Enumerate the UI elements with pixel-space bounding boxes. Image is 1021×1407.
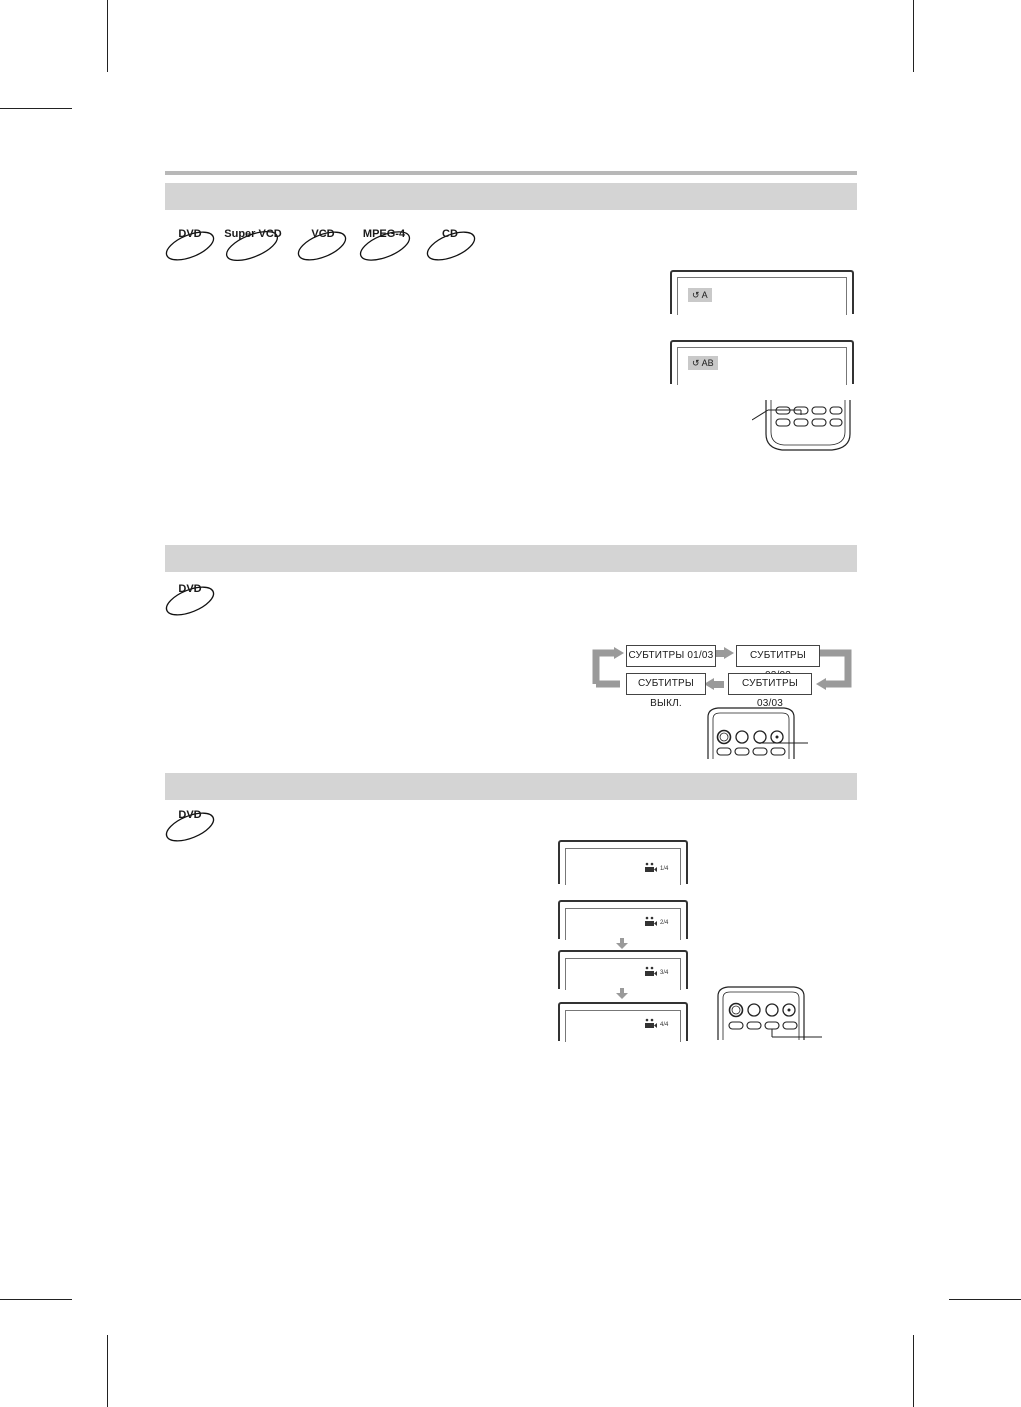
remote-control-illustration <box>700 705 810 761</box>
subtitle-option: СУБТИТРЫ 01/03 <box>626 645 716 667</box>
disc-badge-label: DVD <box>178 809 202 821</box>
crop-mark <box>107 1335 108 1407</box>
crop-mark <box>949 1299 1021 1300</box>
crop-mark <box>107 0 108 72</box>
remote-control-illustration <box>752 398 857 456</box>
section-header-band <box>165 773 857 800</box>
tv-screen-illustration <box>558 950 688 989</box>
disc-badge-label: CD <box>442 228 458 240</box>
angle-indicator: 1/4 <box>660 866 669 872</box>
repeat-icon: ↺ <box>692 358 700 368</box>
remote-control-illustration <box>712 984 824 1042</box>
down-arrow-icon <box>615 988 629 1000</box>
subtitle-option: СУБТИТРЫ ВЫКЛ. <box>626 673 706 695</box>
disc-badge-label: DVD <box>178 583 202 595</box>
camera-angle-icon <box>644 1018 658 1032</box>
camera-angle-icon <box>644 916 658 930</box>
crop-mark <box>913 1335 914 1407</box>
down-arrow-icon <box>615 938 629 950</box>
tv-screen-illustration <box>558 840 688 884</box>
crop-mark <box>913 0 914 72</box>
crop-mark <box>0 1299 72 1300</box>
osd-repeat-indicator <box>688 288 712 302</box>
subtitle-option: СУБТИТРЫ 03/03 <box>728 673 812 695</box>
subtitle-option: СУБТИТРЫ <box>736 645 820 667</box>
tv-screen-illustration <box>558 1002 688 1041</box>
camera-angle-icon <box>644 966 658 980</box>
angle-indicator: 2/4 <box>660 920 669 926</box>
osd-repeat-indicator <box>688 356 718 370</box>
header-rule <box>165 171 857 175</box>
angle-indicator: 4/4 <box>660 1022 669 1028</box>
section-header-band <box>165 545 857 572</box>
angle-indicator: 3/4 <box>660 970 669 976</box>
disc-badge-label: DVD <box>178 228 202 240</box>
osd-repeat-label: A <box>701 290 708 300</box>
tv-screen-illustration <box>558 900 688 939</box>
section-header-band <box>165 183 857 210</box>
disc-badge-label: MPEG-4 <box>362 228 406 240</box>
disc-badge-label: Super VCD <box>224 228 282 240</box>
tv-screen-illustration <box>670 340 854 384</box>
crop-mark <box>0 108 72 109</box>
tv-screen-illustration <box>670 270 854 314</box>
disc-badge-label: VCD <box>311 228 335 240</box>
camera-angle-icon <box>644 862 658 876</box>
repeat-icon: ↺ <box>692 290 700 300</box>
osd-repeat-label: AB <box>701 358 714 368</box>
